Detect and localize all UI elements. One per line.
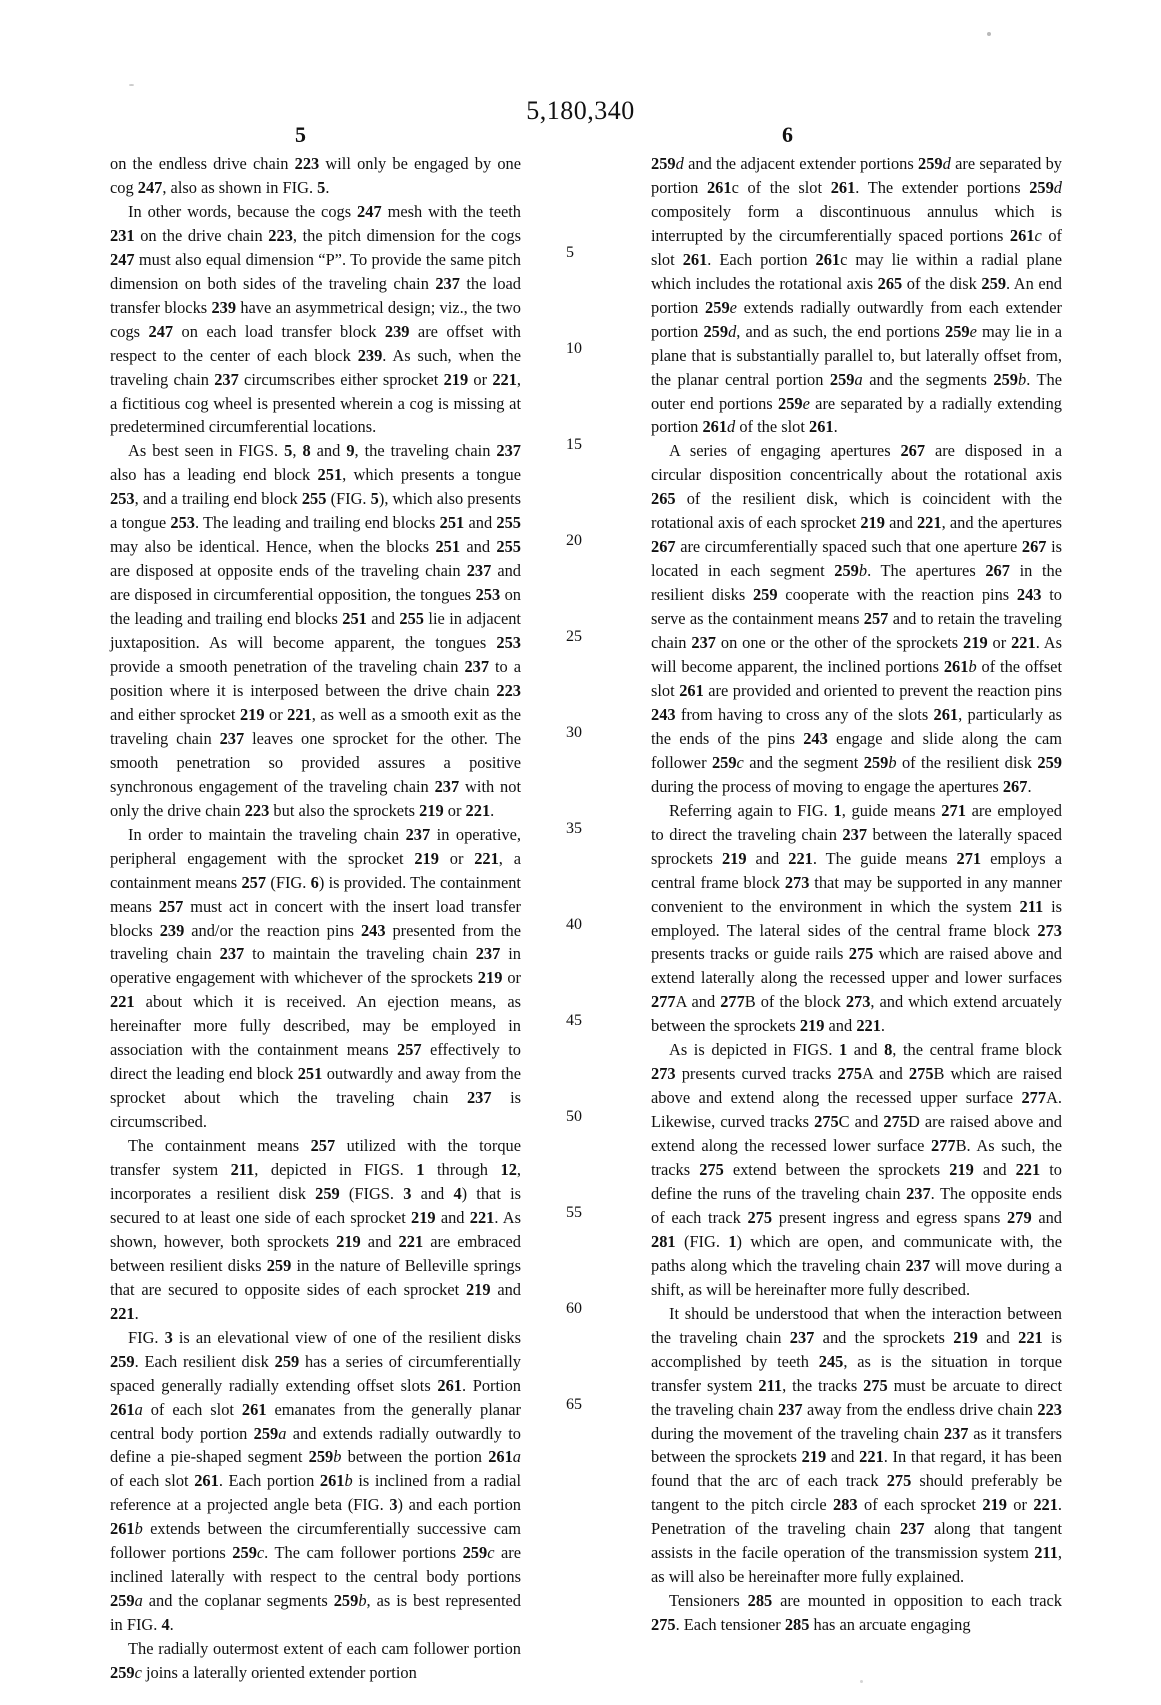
body-paragraph: FIG. 3 is an elevational view of one of the resilient disks 259. Each resilient disk 259 has a series of circumferentially spaced generally radially extending offset slots 261. Portion 261a of each slot 261 emanates from the generally planar central body portion 259a and extends radially outwardly to define a pie-shaped segment 259b between the portion 261a of each slot 261. Each portion 261b is inclined from a radial reference at a projected angle beta (FIG. 3) and each portion 261b extends between the circumferentially successive cam follower portions 259c. The cam follower portions 259c are inclined laterally with respect to the central body portions 259a and the coplanar segments 259b, as is best represented in FIG. 4. xyxy=(110,1327,522,1635)
body-paragraph: Tensioners 285 are mounted in opposition to each track 275. Each tensioner 285 has an arcuate engaging xyxy=(651,1591,1062,1635)
line-number-gutter xyxy=(566,152,594,1552)
body-paragraph: The radially outermost extent of each cam follower portion 259c joins a laterally oriented extender portion xyxy=(110,1639,521,1683)
line-number: 20 xyxy=(566,532,582,549)
body-paragraph: 259d and the adjacent extender portions 259d are separated by portion 261c of the slot 261. The extender portions 259d compositely form a discontinuous annulus which is interrupted by the circumferentially spaced portions 261c of slot 261. Each portion 261c may lie within a radial plane which includes the rotational axis 265 of the disk 259. An end portion 259e extends radially outwardly from each extender portion 259d, and as such, the end portions 259e may lie in a plane that is substantially parallel to, but laterally offset from, the planar central portion 259a and the segments 259b. The outer end portions 259e are separated by a radially extending portion 261d of the slot 261. xyxy=(651,154,1063,437)
line-number: 40 xyxy=(566,916,582,933)
body-paragraph: In other words, because the cogs 247 mesh with the teeth 231 on the drive chain 223, the pitch dimension for the cogs 247 must also equal dimension “P”. To provide the same pitch dimension on both sides of the traveling chain 237 the load transfer blocks 239 have an asymmetrical design; viz., the two cogs 247 on each load transfer block 239 are offset with respect to the center of each block 239. As such, when the traveling chain 237 circumscribes either sprocket 219 or 221, a fictitious cog wheel is presented wherein a cog is missing at predetermined circumferential locations. xyxy=(110,201,522,437)
scan-artifact xyxy=(129,84,134,86)
column-numbers xyxy=(110,122,1060,152)
line-number: 35 xyxy=(566,820,582,837)
line-number: 30 xyxy=(566,724,582,741)
body-paragraph: on the endless drive chain 223 will only be engaged by one cog 247, also as shown in FIG. 5. xyxy=(110,154,521,197)
line-number: 55 xyxy=(566,1204,582,1221)
line-number: 60 xyxy=(566,1300,582,1317)
line-number: 10 xyxy=(566,340,582,357)
body-paragraph: In order to maintain the traveling chain 237 in operative, peripheral engagement with the sprocket 219 or 221, a containment means 257 (FIG. 6) is provided. The containment means 257 must act in concert with the insert load transfer blocks 239 and/or the reaction pins 243 presented from the traveling chain 237 to maintain the traveling chain 237 in operative engagement with whichever of the sprockets 219 or 221 about which it is received. An ejection means, as hereinafter more fully described, may be employed in association with the containment means 257 effectively to direct the leading end block 251 outwardly and away from the sprocket about which the traveling chain 237 is circumscribed. xyxy=(110,824,522,1132)
left-column-number: 5 xyxy=(295,122,306,147)
line-number: 45 xyxy=(566,1012,582,1029)
body-paragraph: It should be understood that when the interaction between the traveling chain 237 and the sprockets 219 and 221 is accomplished by teeth 245, as is the situation in torque transfer system 211, the tracks 275 must be arcuate to direct the traveling chain 237 away from the endless drive chain 223 during the movement of the traveling chain 237 as it transfers between the sprockets 219 and 221. In that regard, it has been found that the arc of each track 275 should preferably be tangent to the pitch circle 283 of each sprocket 219 or 221. Penetration of the traveling chain 237 along that tangent assists in the facile operation of the transmission system 211, as will also be hereinafter more fully explained. xyxy=(651,1303,1063,1587)
body-paragraph: The containment means 257 utilized with the torque transfer system 211, depicted in FIGS. 1 through 12, incorporates a resilient disk 259 (FIGS. 3 and 4) that is secured to at least one side of each sprocket 219 and 221. As shown, however, both sprockets 219 and 221 are embraced between resilient disks 259 in the nature of Belleville springs that are secured to opposite sides of each sprocket 219 and 221. xyxy=(110,1136,521,1323)
scan-artifact xyxy=(987,32,991,36)
line-number: 50 xyxy=(566,1108,582,1125)
line-number: 25 xyxy=(566,628,582,645)
patent-number: 5,180,340 xyxy=(526,96,635,125)
line-number: 5 xyxy=(566,244,574,261)
body-paragraph: As is depicted in FIGS. 1 and 8, the central frame block 273 presents curved tracks 275A and 275B which are raised above and extend along the recessed upper surface 277A. Likewise, curved tracks 275C and 275D are raised above and extend along the recessed lower surface 277B. As such, the tracks 275 extend between the sprockets 219 and 221 to define the runs of the traveling chain 237. The opposite ends of each track 275 present ingress and egress spans 279 and 281 (FIG. 1) which are open, and communicate with, the paths along which the traveling chain 237 will move during a shift, as will be hereinafter more fully described. xyxy=(651,1040,1062,1299)
right-text-column xyxy=(651,152,1062,1685)
right-column-number: 6 xyxy=(782,122,793,147)
left-text-column xyxy=(110,152,521,1685)
body-paragraph: A series of engaging apertures 267 are disposed in a circular disposition concentrically about the rotational axis 265 of the resilient disk, which is coincident with the rotational axis of each sprocket 219 and 221, and the apertures 267 are circumferentially spaced such that one aperture 267 is located in each segment 259b. The apertures 267 in the resilient disks 259 cooperate with the reaction pins 243 to serve as the containment means 257 and to retain the traveling chain 237 on one or the other of the sprockets 219 or 221. As will become apparent, the inclined portions 261b of the offset slot 261 are provided and oriented to prevent the reaction pins 243 from having to cross any of the slots 261, particularly as the ends of the pins 243 engage and slide along the cam follower 259c and the segment 259b of the resilient disk 259 during the process of moving to engage the apertures 267. xyxy=(651,441,1063,796)
line-number: 15 xyxy=(566,436,582,453)
body-paragraph: As best seen in FIGS. 5, 8 and 9, the traveling chain 237 also has a leading end block 251, which presents a tongue 253, and a trailing end block 255 (FIG. 5), which also presents a tongue 253. The leading and trailing end blocks 251 and 255 may also be identical. Hence, when the blocks 251 and 255 are disposed at opposite ends of the traveling chain 237 and are disposed in circumferential opposition, the tongues 253 on the leading and trailing end blocks 251 and 255 lie in adjacent juxtaposition. As will become apparent, the tongues 253 provide a smooth penetration of the traveling chain 237 to a position where it is interposed between the drive chain 223 and either sprocket 219 or 221, as well as a smooth exit as the traveling chain 237 leaves one sprocket for the other. The smooth penetration so provided assures a positive synchronous engagement of the traveling chain 237 with not only the drive chain 223 but also the sprockets 219 or 221. xyxy=(110,441,522,820)
body-paragraph: Referring again to FIG. 1, guide means 271 are employed to direct the traveling chain 237 between the laterally spaced sprockets 219 and 221. The guide means 271 employs a central frame block 273 that may be supported in any manner convenient to the environment in which the system 211 is employed. The lateral sides of the central frame block 273 presents tracks or guide rails 275 which are raised above and extend laterally along the recessed upper and lower surfaces 277A and 277B of the block 273, and which extend arcuately between the sprockets 219 and 221. xyxy=(651,800,1063,1036)
line-number: 65 xyxy=(566,1396,582,1413)
